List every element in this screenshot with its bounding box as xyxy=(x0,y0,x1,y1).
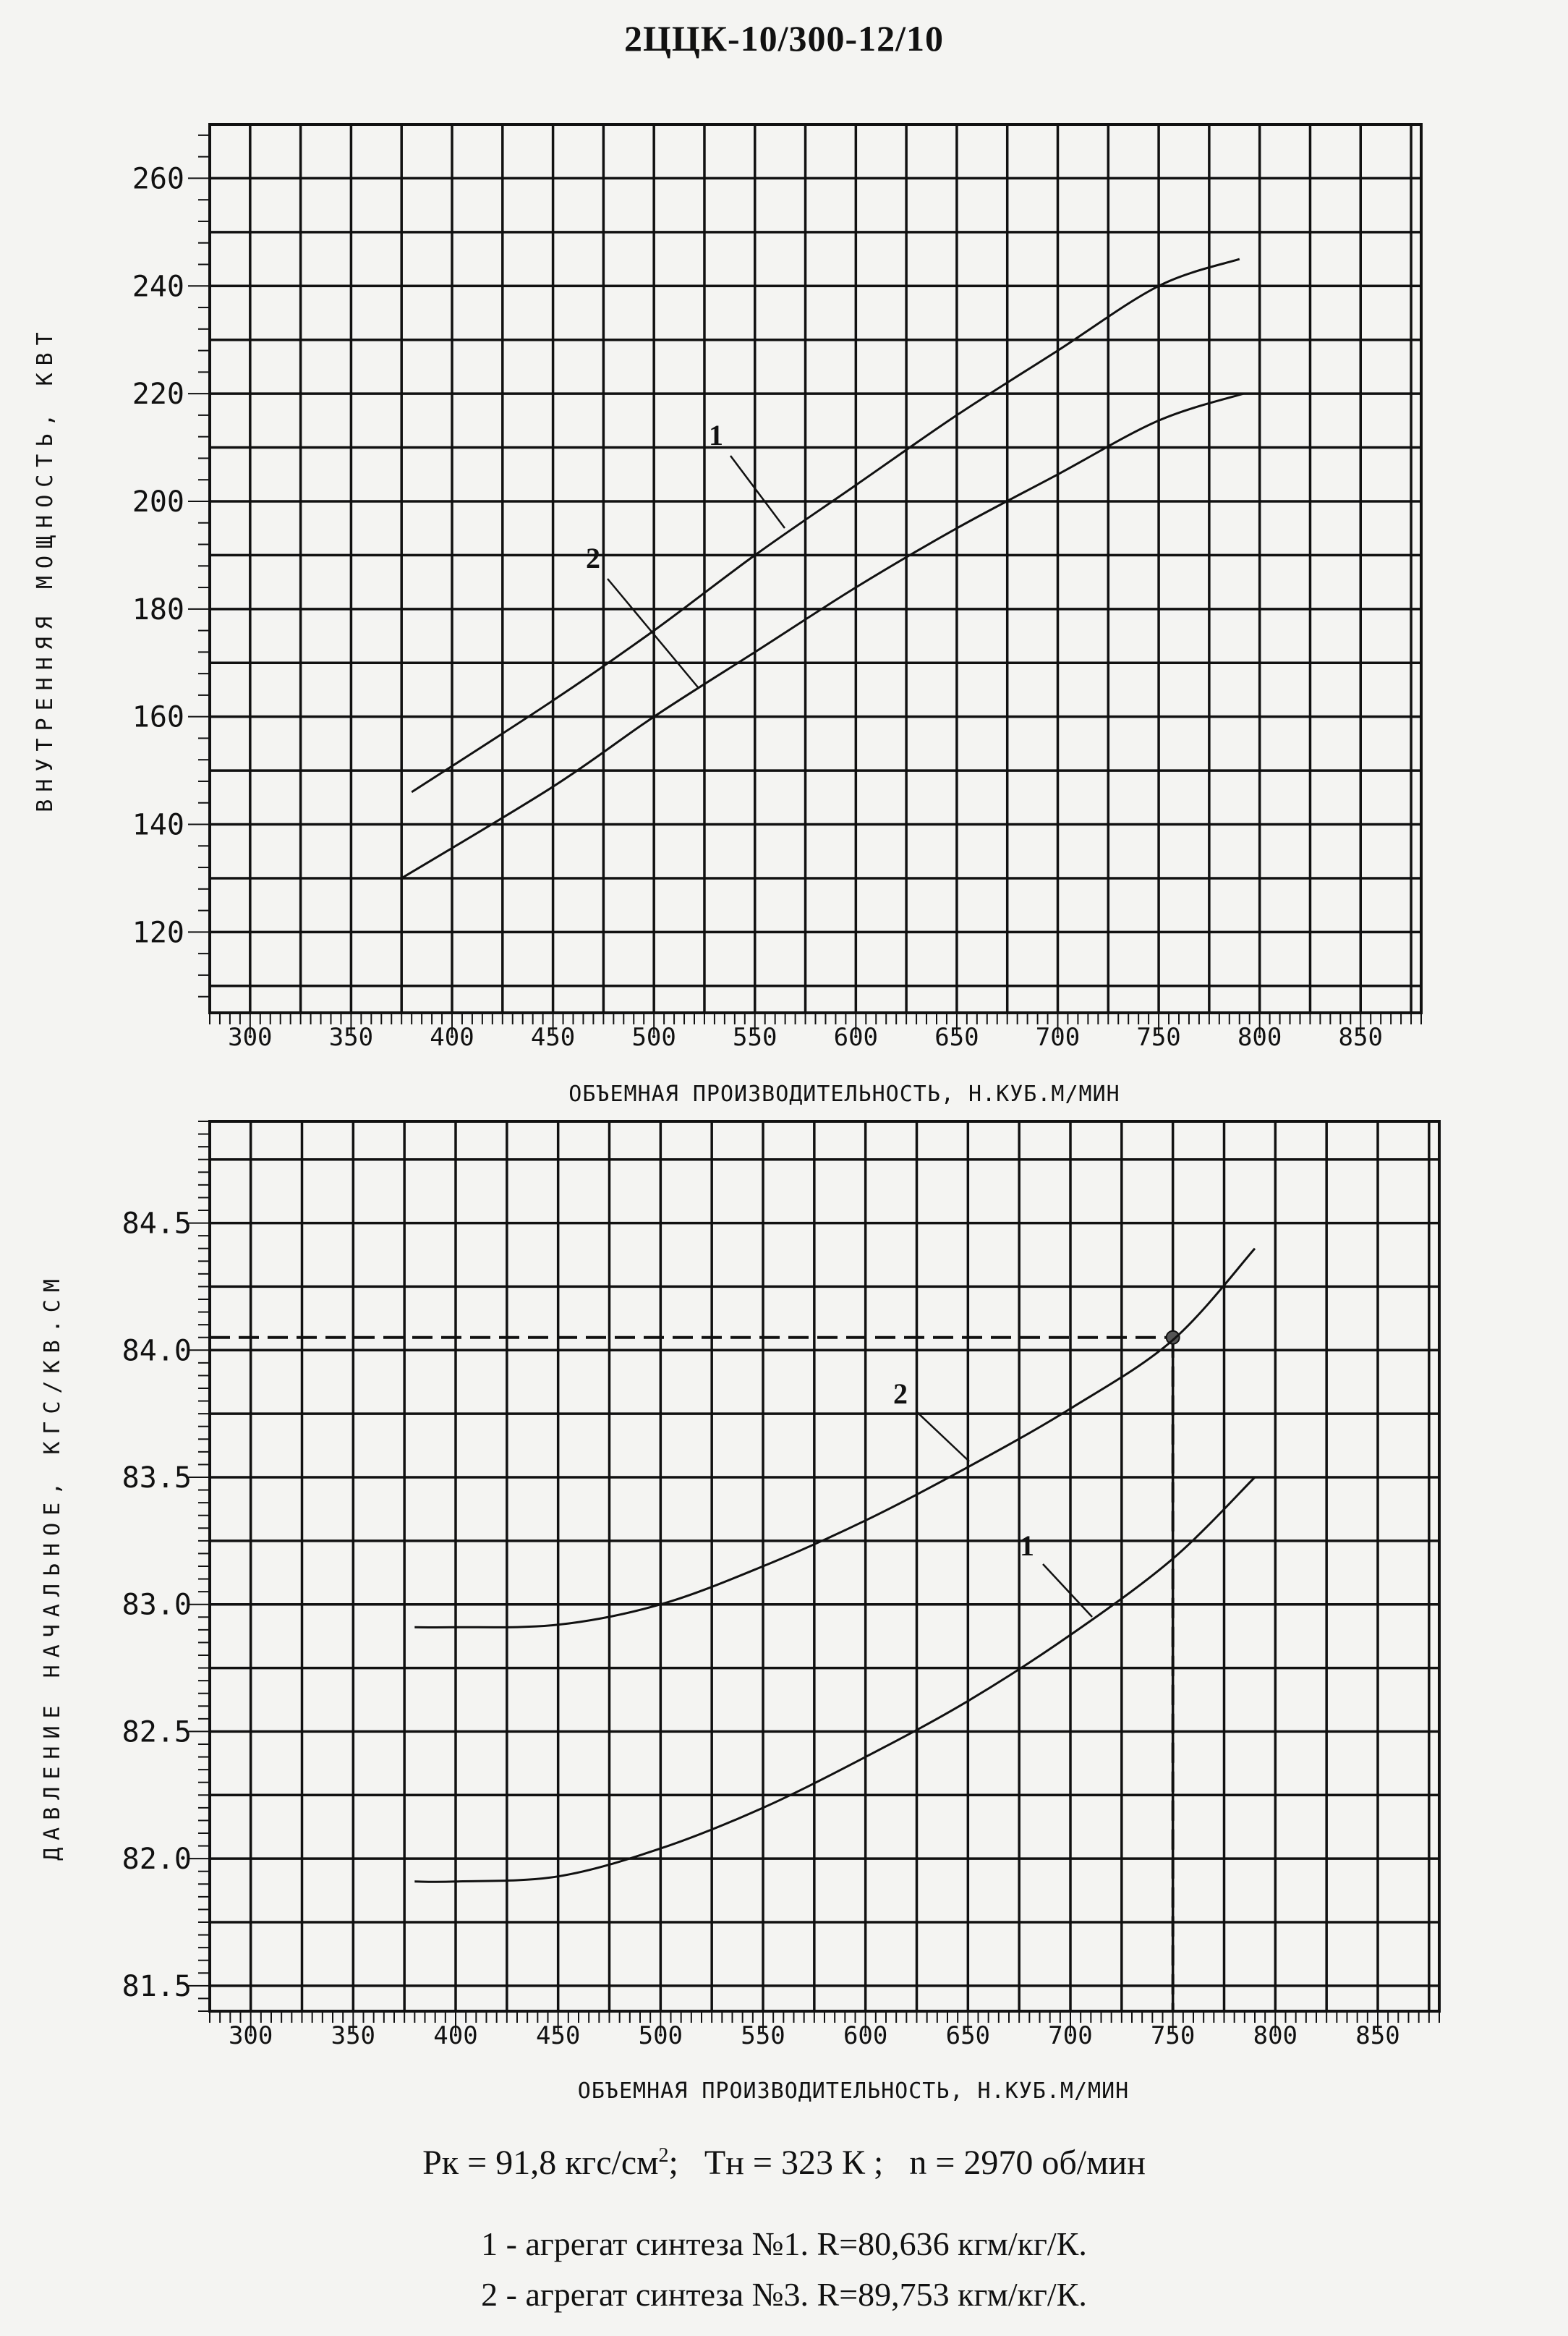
pressure-curve-label-1: 1 xyxy=(1020,1529,1034,1562)
pressure-y-tick-label: 82.5 xyxy=(122,1715,192,1749)
legend-item-2: 2 - агрегат синтеза №3. R=89,753 кгм/кг/К. xyxy=(481,2276,1087,2313)
pressure-curve-leader-1 xyxy=(1043,1564,1092,1617)
pressure-x-tick-label: 350 xyxy=(331,2021,376,2050)
param-pk: Рк = 91,8 кгс/см xyxy=(422,2144,659,2182)
power-x-tick-label: 750 xyxy=(1136,1023,1181,1052)
power-chart-y-axis-title: ВНУТРЕННЯЯ МОЩНОСТЬ, КВТ xyxy=(33,325,58,812)
pressure-chart-y-tick-labels xyxy=(122,1207,192,2003)
power-y-tick-label: 140 xyxy=(132,808,184,842)
pressure-y-tick-label: 82.0 xyxy=(122,1843,192,1877)
pressure-y-tick-label: 84.0 xyxy=(122,1334,192,1368)
pressure-chart-y-axis-title: ДАВЛЕНИЕ НАЧАЛЬНОЕ, КГС/КВ.СМ xyxy=(40,1272,65,1861)
power-chart-x-axis-title: ОБЪЕМНАЯ ПРОИЗВОДИТЕЛЬНОСТЬ, Н.КУБ.М/МИН xyxy=(568,1082,1120,1107)
power-x-tick-label: 850 xyxy=(1338,1023,1383,1052)
power-chart-x-tick-labels xyxy=(228,1023,1383,1052)
pressure-x-tick-label: 850 xyxy=(1355,2021,1400,2050)
power-chart-y-tick-labels xyxy=(132,162,184,949)
power-curve-leader-1 xyxy=(730,456,785,528)
pressure-chart-series xyxy=(414,1249,1255,1882)
param-tn: Тн = 323 К ; xyxy=(704,2144,884,2182)
pressure-x-tick-label: 700 xyxy=(1048,2021,1093,2050)
power-y-tick-label: 120 xyxy=(132,916,184,950)
power-x-tick-label: 650 xyxy=(934,1023,979,1052)
pressure-x-tick-label: 550 xyxy=(741,2021,785,2050)
power-chart-grid xyxy=(210,124,1421,1013)
power-y-tick-label: 240 xyxy=(132,270,184,304)
param-n: n = 2970 об/мин xyxy=(909,2144,1146,2182)
power-x-tick-label: 550 xyxy=(733,1023,777,1052)
power-x-tick-label: 400 xyxy=(430,1023,474,1052)
power-chart-series xyxy=(401,259,1243,878)
reference-point xyxy=(1167,1331,1180,1344)
pressure-curve-label-2: 2 xyxy=(893,1377,908,1410)
pressure-x-tick-label: 450 xyxy=(535,2021,581,2050)
pressure-series-2-line xyxy=(414,1249,1255,1628)
power-x-tick-label: 700 xyxy=(1035,1023,1081,1052)
power-x-tick-label: 500 xyxy=(631,1023,676,1052)
power-x-tick-label: 600 xyxy=(833,1023,879,1052)
pressure-chart-reference-lines xyxy=(210,1331,1180,2011)
pressure-y-tick-label: 81.5 xyxy=(122,1969,192,2003)
power-y-tick-label: 260 xyxy=(132,162,184,196)
power-curve-label-1: 1 xyxy=(709,419,723,451)
pressure-chart-frame xyxy=(210,1121,1439,2011)
power-curve-label-2: 2 xyxy=(586,542,600,574)
param-pk-suffix: ; xyxy=(668,2144,678,2182)
pressure-chart-grid xyxy=(210,1121,1439,2011)
pressure-y-tick-label: 83.0 xyxy=(122,1588,192,1622)
pressure-x-tick-label: 300 xyxy=(228,2021,273,2050)
power-series-2-line xyxy=(401,394,1243,878)
power-y-tick-label: 200 xyxy=(132,485,184,519)
pressure-chart xyxy=(0,1100,1568,2112)
pressure-chart-x-axis-title: ОБЪЕМНАЯ ПРОИЗВОДИТЕЛЬНОСТЬ, Н.КУБ.М/МИН xyxy=(577,2078,1130,2104)
pressure-x-tick-label: 650 xyxy=(945,2021,991,2050)
power-x-tick-label: 800 xyxy=(1237,1023,1282,1052)
pressure-y-tick-label: 83.5 xyxy=(122,1461,192,1495)
pressure-x-tick-label: 500 xyxy=(638,2021,683,2050)
power-chart xyxy=(0,116,1568,1107)
operating-parameters xyxy=(0,2143,1568,2183)
power-x-tick-label: 300 xyxy=(228,1023,273,1052)
legend-item-1: 1 - агрегат синтеза №1. R=80,636 кгм/кг/К. xyxy=(481,2225,1087,2262)
power-chart-frame xyxy=(210,124,1421,1013)
pressure-series-1-line xyxy=(414,1477,1255,1882)
pressure-x-tick-label: 800 xyxy=(1253,2021,1298,2050)
power-y-tick-label: 180 xyxy=(132,593,184,627)
power-x-tick-label: 350 xyxy=(328,1023,374,1052)
document-title: 2ЦЦК-10/300-12/10 xyxy=(623,18,945,59)
pressure-curve-leader-2 xyxy=(917,1412,969,1461)
pressure-y-tick-label: 84.5 xyxy=(122,1207,192,1241)
power-x-tick-label: 450 xyxy=(530,1023,576,1052)
pressure-x-tick-label: 400 xyxy=(433,2021,478,2050)
pressure-x-tick-label: 750 xyxy=(1150,2021,1196,2050)
power-y-tick-label: 220 xyxy=(132,378,184,412)
pressure-x-tick-label: 600 xyxy=(843,2021,888,2050)
pressure-chart-x-tick-labels xyxy=(229,2021,1400,2050)
power-y-tick-label: 160 xyxy=(132,700,184,734)
param-pk-exponent: 2 xyxy=(658,2144,669,2167)
